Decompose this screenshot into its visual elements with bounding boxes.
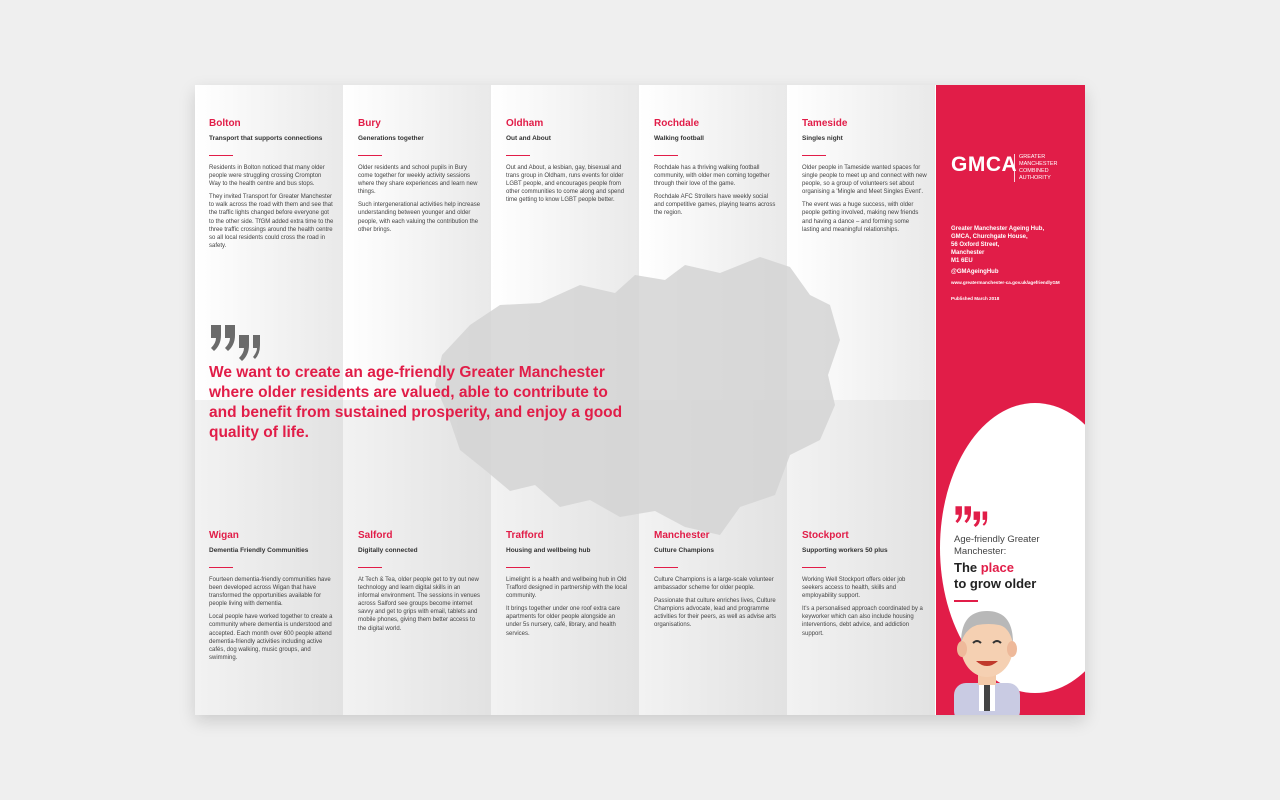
red-divider <box>506 155 530 156</box>
story-text: Such intergenerational activities help increase understanding between younger and older people, with each valuing the contribution the other brings. <box>358 202 481 233</box>
town-title: Stockport <box>802 530 849 541</box>
story-text: Residents in Bolton noticed that many older people were struggling crossing Crompton Way to the health centre and bus stops. <box>209 165 325 188</box>
vision-quote: We want to create an age-friendly Greater Manchester where older residents are valued, able to contribute to and benefit from sustained prosperity, and enjoy a good quality of life. <box>209 364 623 442</box>
red-divider <box>209 155 233 156</box>
story-bolton <box>209 118 334 255</box>
tagline <box>954 505 1074 602</box>
story-rochdale <box>654 118 779 223</box>
red-divider <box>654 155 678 156</box>
red-divider <box>654 567 678 568</box>
gmca-panel <box>936 85 1085 715</box>
story-oldham <box>506 118 631 209</box>
story-text: Culture Champions is a large-scale volunteer ambassador scheme for older people. <box>654 577 774 592</box>
story-text: Rochdale has a thriving walking football community, with older men coming together through their love of the game. <box>654 165 770 188</box>
gmca-logo-text <box>1014 154 1058 182</box>
story-text: Working Well Stockport offers older job seekers access to health, skills and employability support. <box>802 577 906 600</box>
address-line: 56 Oxford Street, <box>951 242 1000 249</box>
tagline-text: The <box>954 559 981 575</box>
town-title: Manchester <box>654 530 710 541</box>
town-title: Rochdale <box>654 118 700 129</box>
address-line: Greater Manchester Ageing Hub, <box>951 226 1045 232</box>
story-text: Older residents and school pupils in Bury come together for weekly activity sessions where they share experiences and learn new things. <box>358 165 478 196</box>
address-line: M1 6EU <box>951 258 973 265</box>
story-text: It brings together under one roof extra care apartments for older people alongside an under 5s nursery, café, library, and health services. <box>506 606 621 637</box>
story-wigan <box>209 530 334 667</box>
story-text: Fourteen dementia-friendly communities have been developed across Wigan that have transformed the opportunities available for people living with dementia. <box>209 577 331 608</box>
logo-line: GREATER <box>1019 154 1046 160</box>
address-line: GMCA, Churchgate House, <box>951 234 1028 241</box>
tagline-highlight: place <box>980 559 1014 575</box>
website-url: www.greatermanchester-ca.gov.uk/agefriendlyGM <box>951 280 1060 285</box>
twitter-handle: @GMAgeingHub <box>951 269 999 275</box>
address-line: Manchester <box>951 250 985 257</box>
story-text: Older people in Tameside wanted spaces for single people to meet up and connect with new people, so a group of volunteers set about organising a 'Mingle and Meet Singles Event'. <box>802 165 927 196</box>
story-subtitle: Walking football <box>654 135 704 142</box>
red-divider <box>802 567 826 568</box>
story-text: They invited Transport for Greater Manchester to walk across the road with them and see that the traffic lights changed before everyone got to the other side. TfGM added extra time to the three traffic crossings around the health centre so all local residents could cross the road in safety. <box>209 194 334 249</box>
story-text: Local people have worked together to create a community where dementia is understood and accepted. Each month over 600 people attend dementia-friendly activities including active cafés, dog walking, music groups, and swimming. <box>209 614 333 661</box>
story-subtitle: Singles night <box>802 135 843 142</box>
town-title: Bury <box>358 118 381 129</box>
town-title: Salford <box>358 530 393 541</box>
story-text: It's a personalised approach coordinated by a keyworker which can also include housing interventions, debt advice, and addiction support. <box>802 606 923 637</box>
logo-line: COMBINED <box>1019 167 1049 174</box>
story-trafford <box>506 530 631 643</box>
story-subtitle: Digitally connected <box>358 547 418 554</box>
story-salford <box>358 530 483 638</box>
contact-address <box>951 225 1044 265</box>
story-tameside <box>802 118 927 239</box>
story-text: Passionate that culture enriches lives, Culture Champions advocate, lead and programme activities for their peers, as well as advise arts organisations. <box>654 598 777 629</box>
tagline-lead: Age-friendly Greater Manchester: <box>954 534 1040 557</box>
town-title: Bolton <box>209 118 241 129</box>
red-divider <box>954 600 978 602</box>
story-text: Limelight is a health and wellbeing hub in Old Trafford designed in partnership with the local community. <box>506 577 628 600</box>
story-subtitle: Dementia Friendly Communities <box>209 547 309 554</box>
quote-mark-icon <box>209 321 261 361</box>
town-title: Oldham <box>506 118 544 129</box>
story-subtitle: Housing and wellbeing hub <box>506 547 591 554</box>
red-divider <box>209 567 233 568</box>
story-manchester <box>654 530 779 635</box>
tagline-text: to grow older <box>954 576 1037 591</box>
story-stockport <box>802 530 927 643</box>
story-subtitle: Culture Champions <box>654 547 714 554</box>
story-text: Rochdale AFC Strollers have weekly social and competitive games, playing teams across the region. <box>654 194 776 217</box>
town-title: Wigan <box>209 530 239 541</box>
red-divider <box>506 567 530 568</box>
story-subtitle: Generations together <box>358 135 424 142</box>
town-title: Tameside <box>802 118 848 129</box>
story-text: At Tech & Tea, older people get to try out new technology and learn digital skills in an informal environment. The sessions in venues across Salford see groups become internet savvy and get to grips with email, tablets and mobile phones, giving them better access to the digital world. <box>358 577 480 632</box>
story-subtitle: Supporting workers 50 plus <box>802 547 888 554</box>
town-title: Trafford <box>506 530 544 541</box>
tagline-headline <box>954 560 1074 593</box>
red-divider <box>358 567 382 568</box>
story-subtitle: Transport that supports connections <box>209 135 323 142</box>
quote-mark-icon <box>954 505 988 527</box>
leaflet-sheet <box>195 85 1085 715</box>
red-divider <box>802 155 826 156</box>
older-man-avatar-icon <box>944 603 1030 715</box>
story-text: Out and About, a lesbian, gay, bisexual and trans group in Oldham, runs events for older LGBT people, and encourages people from other communities to come along and spend time getting to know LGBT people better. <box>506 165 625 204</box>
story-bury <box>358 118 483 239</box>
logo-line: MANCHESTER <box>1019 160 1058 167</box>
gmca-logo: GMCA <box>951 153 1018 176</box>
story-text: The event was a huge success, with older people getting involved, making new friends and having a dance – and forming some lasting and meaningful relationships. <box>802 202 919 233</box>
logo-line: AUTHORITY <box>1019 174 1051 181</box>
story-subtitle: Out and About <box>506 135 551 142</box>
published-date: Published March 2018 <box>951 296 1000 301</box>
red-divider <box>358 155 382 156</box>
